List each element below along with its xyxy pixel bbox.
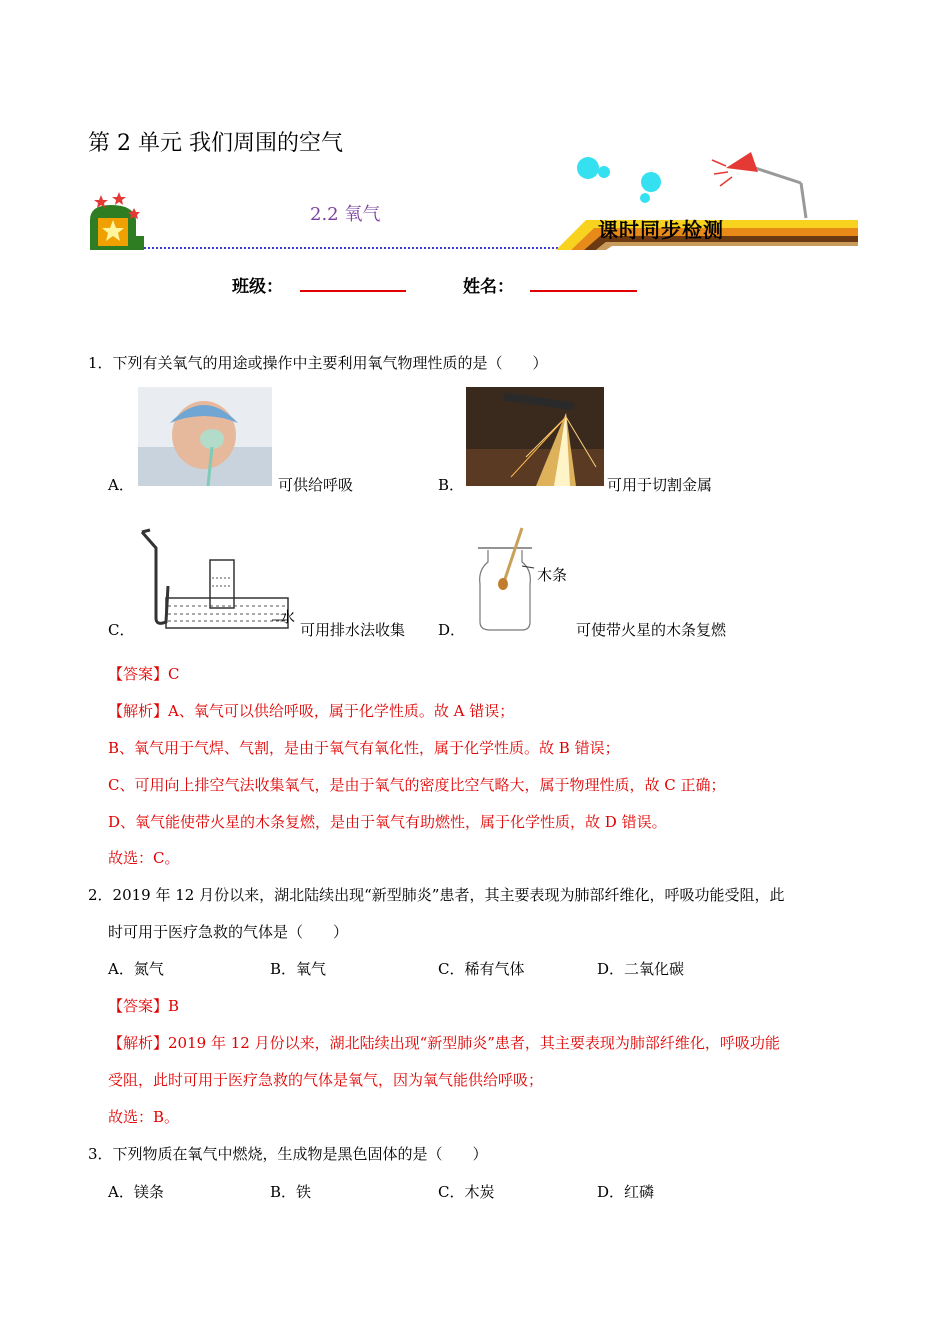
q3-option: D．红磷 <box>597 1183 655 1201</box>
header-banner-graphic <box>86 150 858 255</box>
q3-option: B．铁 <box>270 1183 312 1201</box>
chapter-title: 第 2 单元 我们周围的空气 <box>88 131 343 156</box>
q2-analysis-line: 受阻，此时可用于医疗急救的气体是氧气，因为氧气能供给呼吸； <box>108 1071 544 1089</box>
q1-option-b-caption: 可用于切割金属 <box>607 476 713 494</box>
q2-option: C．稀有气体 <box>438 960 525 978</box>
section-title: 2.2 氧气 <box>310 204 381 225</box>
star-badge-icon <box>90 192 144 250</box>
q1-option-c-letter: C． <box>108 621 135 639</box>
q1-option-a-caption: 可供给呼吸 <box>278 476 354 494</box>
q2-stem-line: 时可用于医疗急救的气体是（ ） <box>108 923 349 941</box>
q2-option: B．氧气 <box>270 960 327 978</box>
q1-option-b-letter: B． <box>438 476 465 494</box>
q1-option-c-figure-label: 水 <box>280 608 296 626</box>
q2-option: D．二氧化碳 <box>597 960 685 978</box>
q1-option-c-caption: 可用排水法收集 <box>300 621 406 639</box>
desk-lamp-icon <box>712 152 806 218</box>
q1-analysis-line: B、氧气用于气焊、气割，是由于氧气有氧化性，属于化学性质。故 B 错误； <box>108 739 620 757</box>
q1-option-d-figure-label: 木条 <box>537 566 568 584</box>
class-label: 班级： <box>232 277 283 297</box>
q1-analysis-line: D、氧气能使带火星的木条复燃，是由于氧气有助燃性，属于化学性质，故 D 错误。 <box>108 813 667 831</box>
q3-stem: 3．下列物质在氧气中燃烧，生成物是黑色固体的是（ ） <box>88 1145 488 1163</box>
q1-option-d-letter: D． <box>438 621 466 639</box>
q1-option-a-letter: A． <box>108 476 134 494</box>
q2-stem-line: 2．2019 年 12 月份以来，湖北陆续出现“新型肺炎”患者，其主要表现为肺部纤维化，呼吸功能受阻，此 <box>88 886 785 904</box>
q1-answer: 【答案】C <box>108 665 180 683</box>
oxygen-mask-patient-image <box>138 387 272 486</box>
q1-option-d-caption: 可使带火星的木条复燃 <box>576 621 727 639</box>
q1-analysis-line: 【解析】A、氧气可以供给呼吸，属于化学性质。故 A 错误； <box>108 702 515 720</box>
q1-conclusion: 故选：C。 <box>108 849 180 867</box>
metal-cutting-sparks-image <box>466 387 604 486</box>
wooden-splint-bottle-image <box>470 522 540 634</box>
q2-answer: 【答案】B <box>108 997 180 1015</box>
q2-option: A．氮气 <box>108 960 164 978</box>
name-blank <box>530 290 637 292</box>
bubbles-icon <box>577 157 661 203</box>
q3-option: C．木炭 <box>438 1183 495 1201</box>
q2-analysis-line: 【解析】2019 年 12 月份以来，湖北陆续出现“新型肺炎”患者，其主要表现为肺部纤维化，呼吸功能 <box>108 1034 780 1052</box>
q1-analysis-line: C、可用向上排空气法收集氧气，是由于氧气的密度比空气略大，属于物理性质，故 C 正确； <box>108 776 726 794</box>
name-label: 姓名： <box>463 277 514 297</box>
q1-stem: 1．下列有关氧气的用途或操作中主要利用氧气物理性质的是（ ） <box>88 354 548 372</box>
q2-conclusion: 故选：B。 <box>108 1108 180 1126</box>
class-blank <box>300 290 406 292</box>
water-displacement-apparatus-image <box>134 526 294 631</box>
banner-title: 课时同步检测 <box>598 218 724 242</box>
q3-option: A．镁条 <box>108 1183 164 1201</box>
